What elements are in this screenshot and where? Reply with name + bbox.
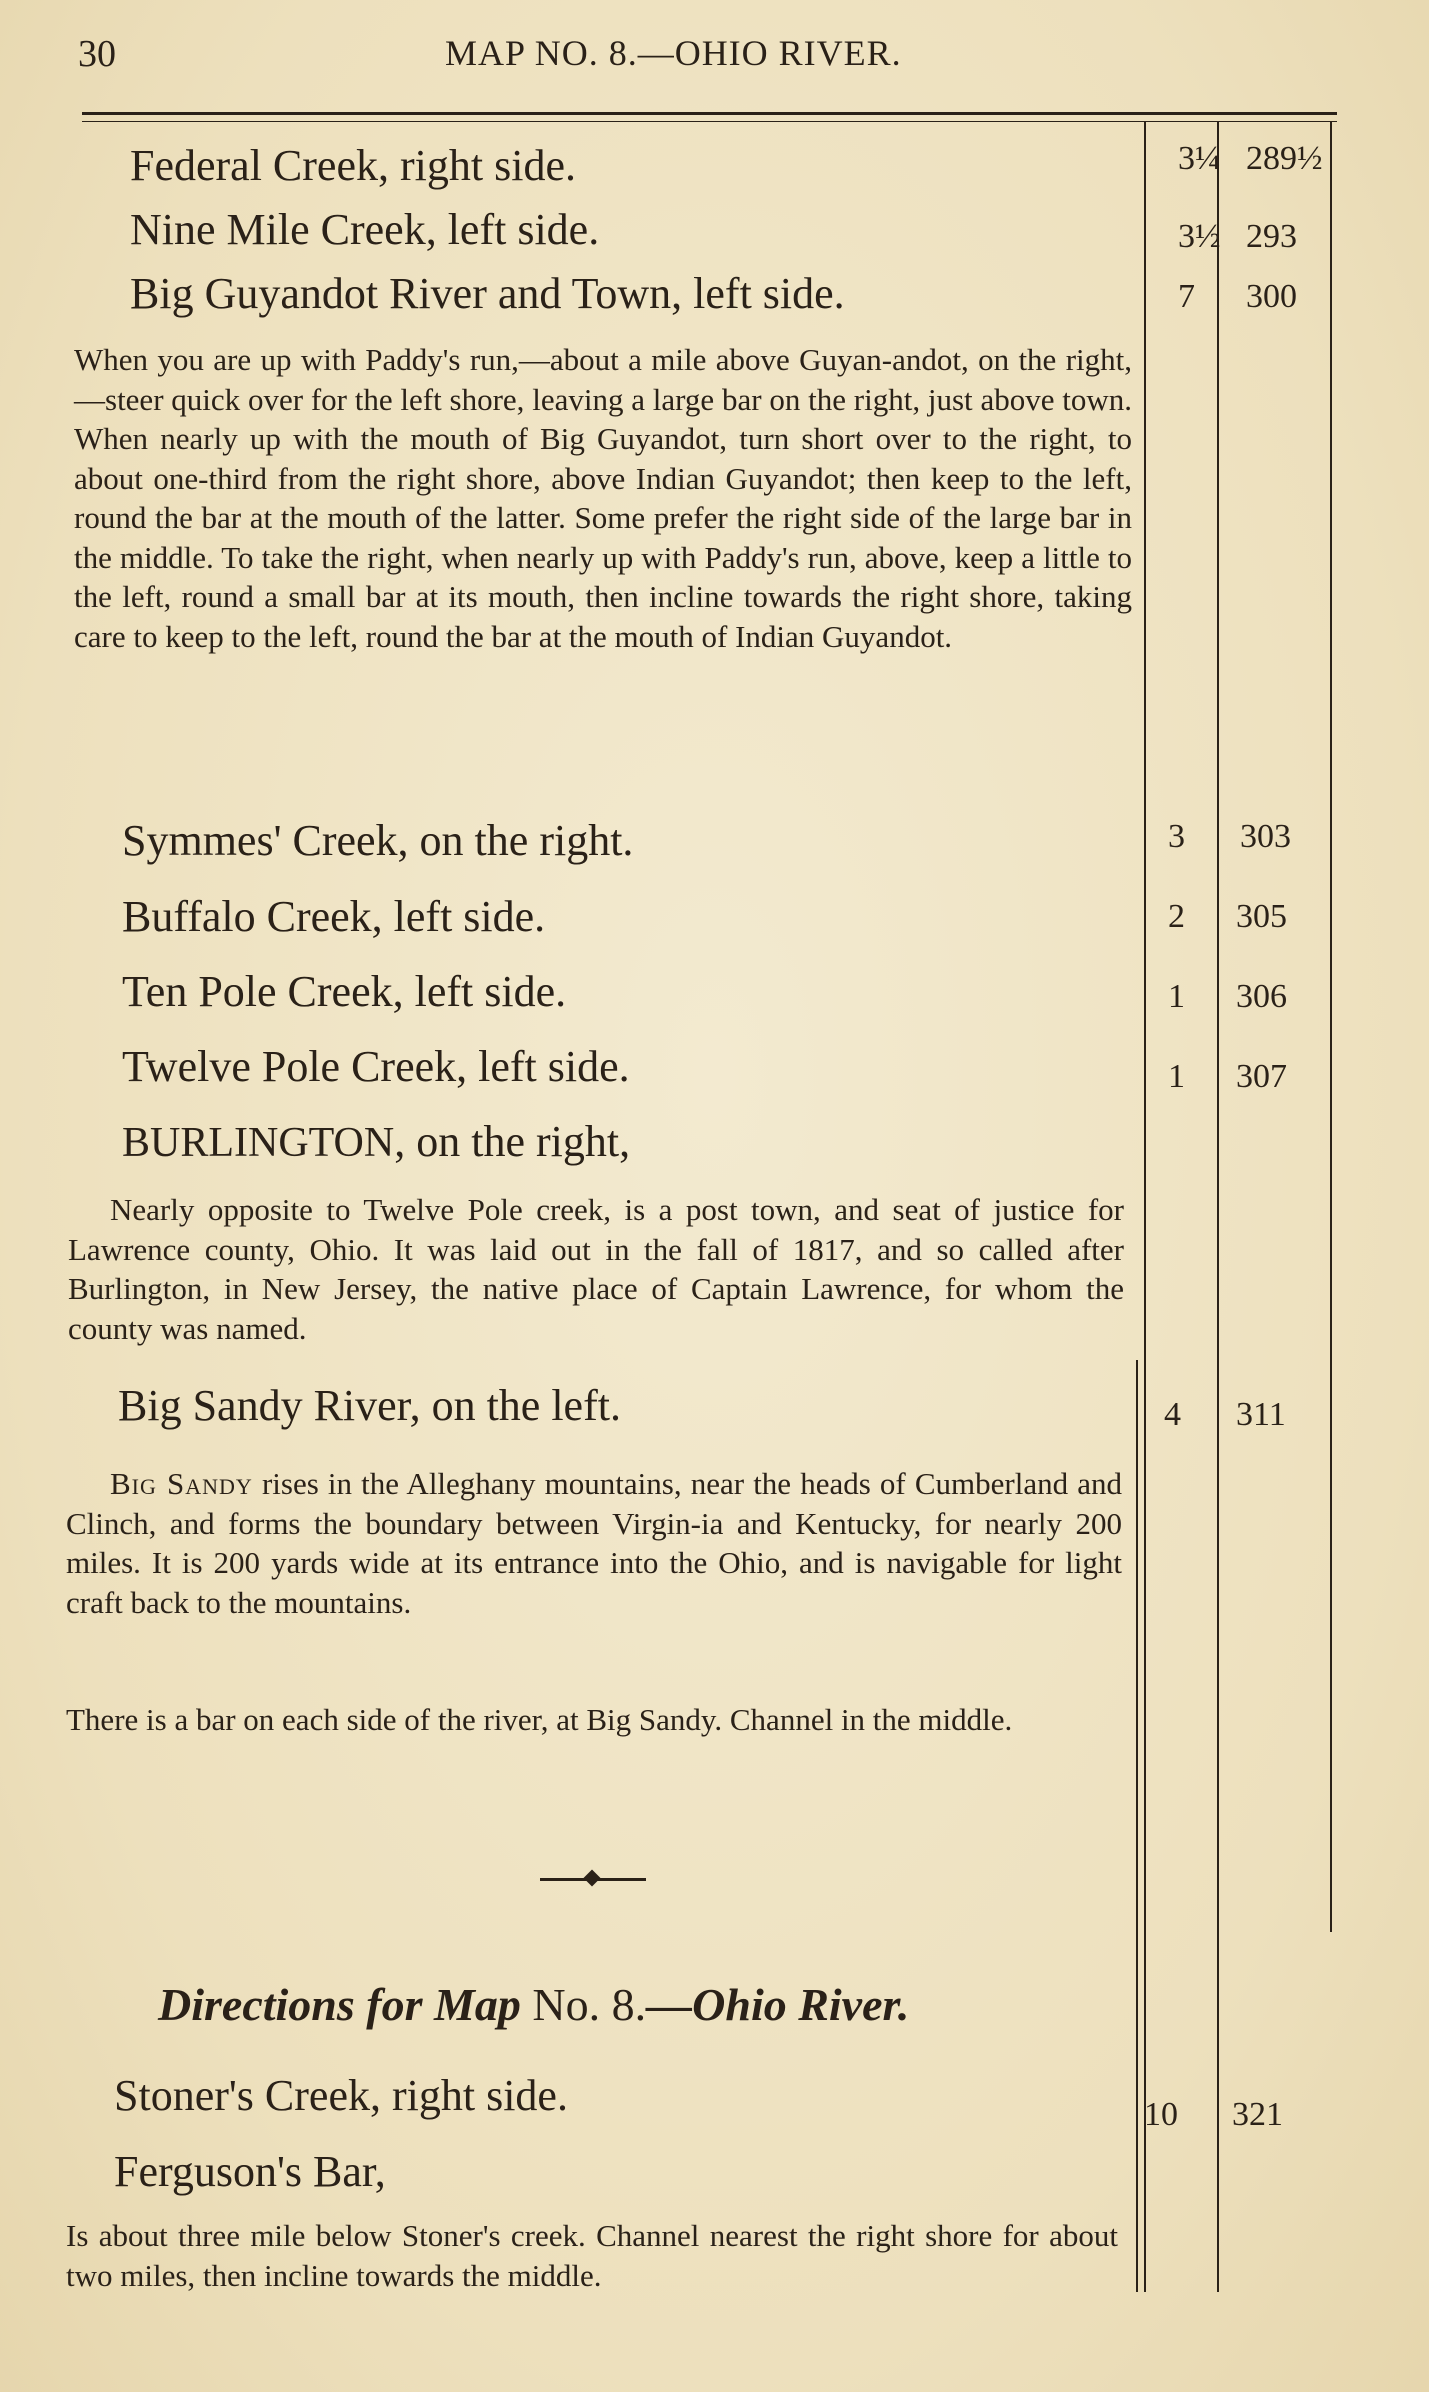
miles-buffalo-creek: 2 — [1168, 898, 1185, 935]
directions-heading-part3: —Ohio River. — [646, 1979, 910, 2030]
total-big-sandy: 311 — [1236, 1396, 1286, 1433]
directions-heading-part2: No. 8. — [532, 1979, 647, 2030]
header-rule-thin — [82, 121, 1337, 122]
entry-stoners-creek: Stoner's Creek, right side. — [114, 2071, 568, 2120]
entry-fergusons-bar: Ferguson's Bar, — [114, 2147, 386, 2196]
big-sandy-lead: Big Sandy — [110, 1466, 253, 1501]
entry-burlington — [122, 1116, 630, 1167]
directions-heading-part1: Directions for Map — [158, 1979, 521, 2030]
column-line-text-right-a — [1144, 122, 1146, 2292]
entry-ten-pole-creek: Ten Pole Creek, left side. — [122, 967, 567, 1016]
entry-federal-creek: Federal Creek, right side. — [130, 141, 576, 190]
total-ten-pole-creek: 306 — [1236, 978, 1287, 1015]
entry-twelve-pole-creek: Twelve Pole Creek, left side. — [122, 1042, 630, 1091]
entry-big-guyandot: Big Guyandot River and Town, left side. — [130, 269, 845, 318]
miles-big-guyandot: 7 — [1178, 278, 1195, 315]
total-twelve-pole-creek: 307 — [1236, 1058, 1287, 1095]
section-ornament — [540, 1874, 646, 1884]
burlington-name: BURLINGTON — [122, 1120, 395, 1166]
total-symmes-creek: 303 — [1240, 818, 1291, 855]
header-rule — [82, 112, 1337, 115]
big-sandy-body: rises in the Alleghany mountains, near the heads of Cumberland and Clinch, and forms the boundary between Virgin-ia and Kentucky, for nearly 200 miles. It is 200 yards wide at its entrance into the Ohio, and is navigable for light craft back to the mountains. — [66, 1466, 1122, 1620]
entry-buffalo-creek: Buffalo Creek, left side. — [122, 892, 546, 941]
miles-twelve-pole-creek: 1 — [1168, 1058, 1185, 1095]
miles-symmes-creek: 3 — [1168, 818, 1185, 855]
paragraph-big-sandy — [66, 1464, 1122, 1622]
total-nine-mile-creek: 293 — [1246, 218, 1297, 255]
total-buffalo-creek: 305 — [1236, 898, 1287, 935]
page-number: 30 — [78, 33, 116, 75]
column-line-text-right-b — [1136, 1360, 1138, 2292]
paragraph-big-sandy-channel: There is a bar on each side of the river, at Big Sandy. Channel in the middle. — [66, 1702, 1013, 1737]
entry-big-sandy: Big Sandy River, on the left. — [118, 1381, 621, 1430]
column-line-total-right — [1330, 122, 1332, 1932]
entry-nine-mile-creek: Nine Mile Creek, left side. — [130, 205, 600, 254]
paragraph-fergusons-bar: Is about three mile below Stoner's creek. Channel nearest the right shore for about two miles, then incline towards the middle. — [66, 2218, 1118, 2293]
column-line-miles-right — [1217, 122, 1219, 2292]
miles-nine-mile-creek: 3½ — [1178, 218, 1221, 255]
miles-federal-creek: 3¼ — [1178, 140, 1221, 177]
paragraph-guyandot-directions: When you are up with Paddy's run,—about a mile above Guyan-andot, on the right,—steer quick over for the left shore, leaving a large bar on the right, just above town. When nearly up with the mouth of Big Guyandot, turn short over to the right, to about one-third from the right shore, above Indian Guyandot; then keep to the left, round the bar at the mouth of the latter. Some prefer the right side of the large bar in the middle. To take the right, when nearly up with Paddy's run, above, keep a little to the left, round a small bar at its mouth, then incline towards the right shore, taking care to keep to the left, round the bar at the mouth of Indian Guyandot. — [74, 342, 1132, 654]
miles-ten-pole-creek: 1 — [1168, 978, 1185, 1015]
paragraph-burlington: Nearly opposite to Twelve Pole creek, is a post town, and seat of justice for Lawrence county, Ohio. It was laid out in the fall of 1817, and so called after Burlington, in New Jersey, the native place of Captain Lawrence, for whom the county was named. — [68, 1192, 1124, 1346]
entry-symmes-creek: Symmes' Creek, on the right. — [122, 816, 634, 865]
total-federal-creek: 289½ — [1246, 140, 1323, 177]
running-head: MAP NO. 8.—OHIO RIVER. — [445, 33, 902, 73]
directions-heading — [158, 1978, 909, 2031]
page-header — [0, 32, 1429, 82]
miles-stoners-creek: 10 — [1144, 2096, 1178, 2133]
total-big-guyandot: 300 — [1246, 278, 1297, 315]
total-stoners-creek: 321 — [1232, 2096, 1283, 2133]
burlington-side: , on the right, — [394, 1117, 631, 1166]
miles-big-sandy: 4 — [1164, 1396, 1181, 1433]
